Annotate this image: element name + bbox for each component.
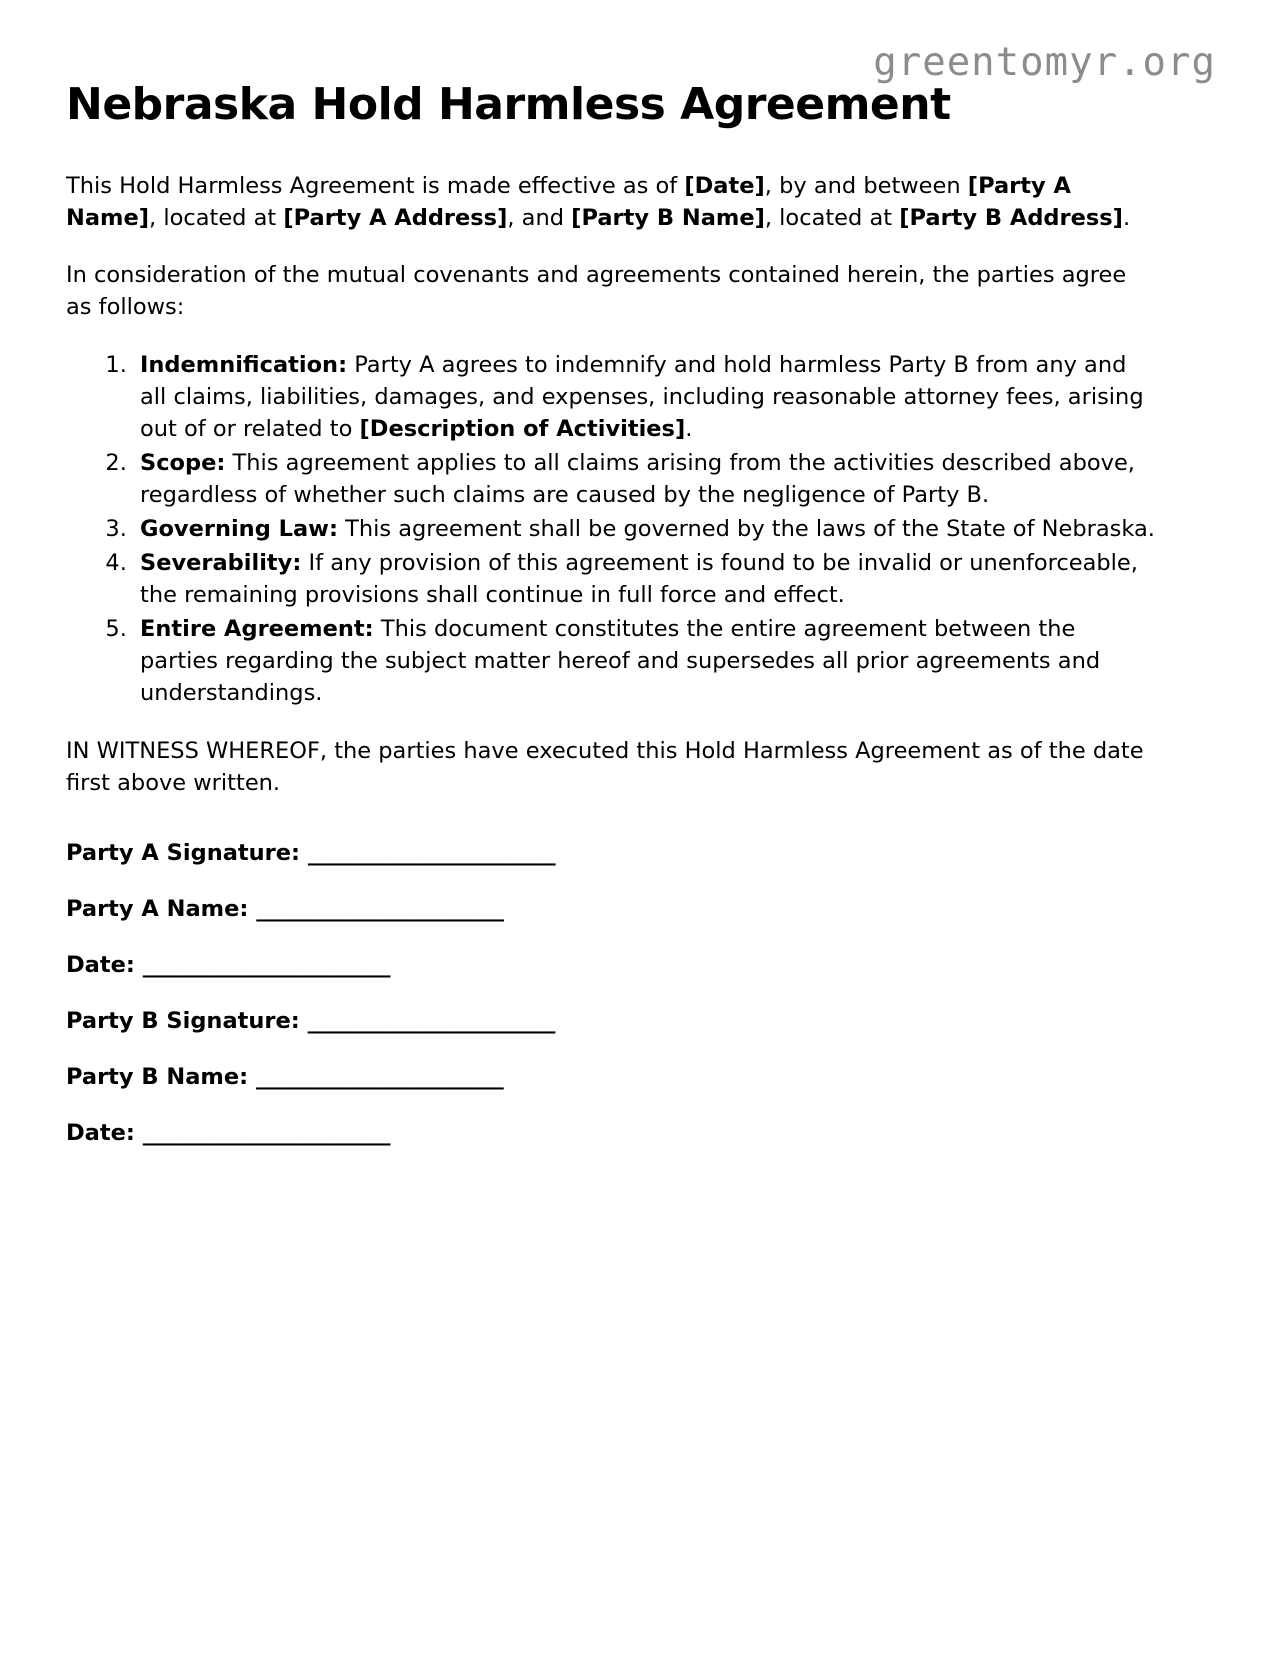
placeholder-text: [Party A Name]: [66, 172, 1071, 231]
signature-line: [66, 840, 1156, 866]
clause-item: [134, 514, 1156, 546]
body-text: , located at: [764, 204, 900, 231]
signature-block: [66, 840, 1156, 1146]
signature-line: [66, 1008, 1156, 1034]
clause-item: [134, 614, 1156, 710]
body-text: If any provision of this agreement is found to be invalid or unenforceable, the remaining provisions shall continue in full force and effect.: [140, 549, 1138, 608]
signature-label: Party B Signature:: [66, 1007, 308, 1034]
body-text: Party A agrees to indemnify and hold harmless Party B from any and all claims, liabilities, damages, and expenses, including reasonable attorney fees, arising out of or related to: [140, 352, 1144, 443]
clause-list: [66, 350, 1156, 709]
signature-rule[interactable]: _______________________: [307, 839, 556, 866]
document-content: [66, 80, 1156, 1176]
signature-rule[interactable]: _______________________: [142, 1119, 390, 1146]
placeholder-text: Entire Agreement:: [140, 615, 374, 642]
signature-line: [66, 1120, 1156, 1146]
body-text: , and: [507, 204, 572, 231]
clause-item: [134, 548, 1156, 612]
consideration-paragraph: In consideration of the mutual covenants and agreements contained herein, the parties agree as follows:: [66, 262, 1127, 321]
placeholder-text: [Party B Address]: [899, 204, 1123, 231]
placeholder-text: Indemnification:: [140, 352, 348, 379]
signature-rule[interactable]: _______________________: [255, 1063, 504, 1090]
signature-rule[interactable]: _______________________: [256, 895, 504, 922]
clause-item: [134, 448, 1156, 512]
body-text: , by and between: [764, 172, 968, 199]
signature-label: Party B Name:: [66, 1063, 256, 1090]
signature-line: [66, 1064, 1156, 1090]
body-text: .: [685, 416, 693, 443]
signature-label: Date:: [66, 1119, 143, 1146]
page-title: Nebraska Hold Harmless Agreement: [66, 79, 951, 130]
body-text: This Hold Harmless Agreement is made effective as of: [66, 172, 685, 199]
signature-label: Party A Name:: [66, 895, 257, 922]
signature-line: [66, 952, 1156, 978]
body-text: This agreement shall be governed by the laws of the State of Nebraska.: [337, 516, 1155, 543]
placeholder-text: Governing Law:: [140, 516, 338, 543]
signature-label: Date:: [66, 951, 143, 978]
body-text: .: [1122, 204, 1131, 231]
witness-paragraph: IN WITNESS WHEREOF, the parties have executed this Hold Harmless Agreement as of the date first above written.: [66, 737, 1144, 796]
site-watermark: greentomyr.org: [873, 40, 1216, 85]
signature-rule[interactable]: _______________________: [307, 1007, 555, 1034]
signature-line: [66, 896, 1156, 922]
placeholder-text: [Party B Name]: [571, 204, 765, 231]
placeholder-text: Scope:: [140, 450, 226, 477]
placeholder-text: [Description of Activities]: [359, 416, 686, 443]
placeholder-text: Severability:: [140, 549, 302, 576]
signature-label: Party A Signature:: [66, 839, 308, 866]
body-text: , located at: [149, 204, 284, 231]
intro-paragraph: [66, 171, 1156, 235]
clause-item: [134, 350, 1156, 446]
placeholder-text: [Date]: [684, 172, 765, 199]
body-text: This document constitutes the entire agreement between the parties regarding the subject matter hereof and supersedes all prior agreements and understandings.: [140, 615, 1101, 706]
body-text: This agreement applies to all claims arising from the activities described above, regardless of whether such claims are caused by the negligence of Party B.: [140, 450, 1135, 509]
signature-rule[interactable]: _______________________: [142, 951, 390, 978]
placeholder-text: [Party A Address]: [283, 204, 508, 231]
